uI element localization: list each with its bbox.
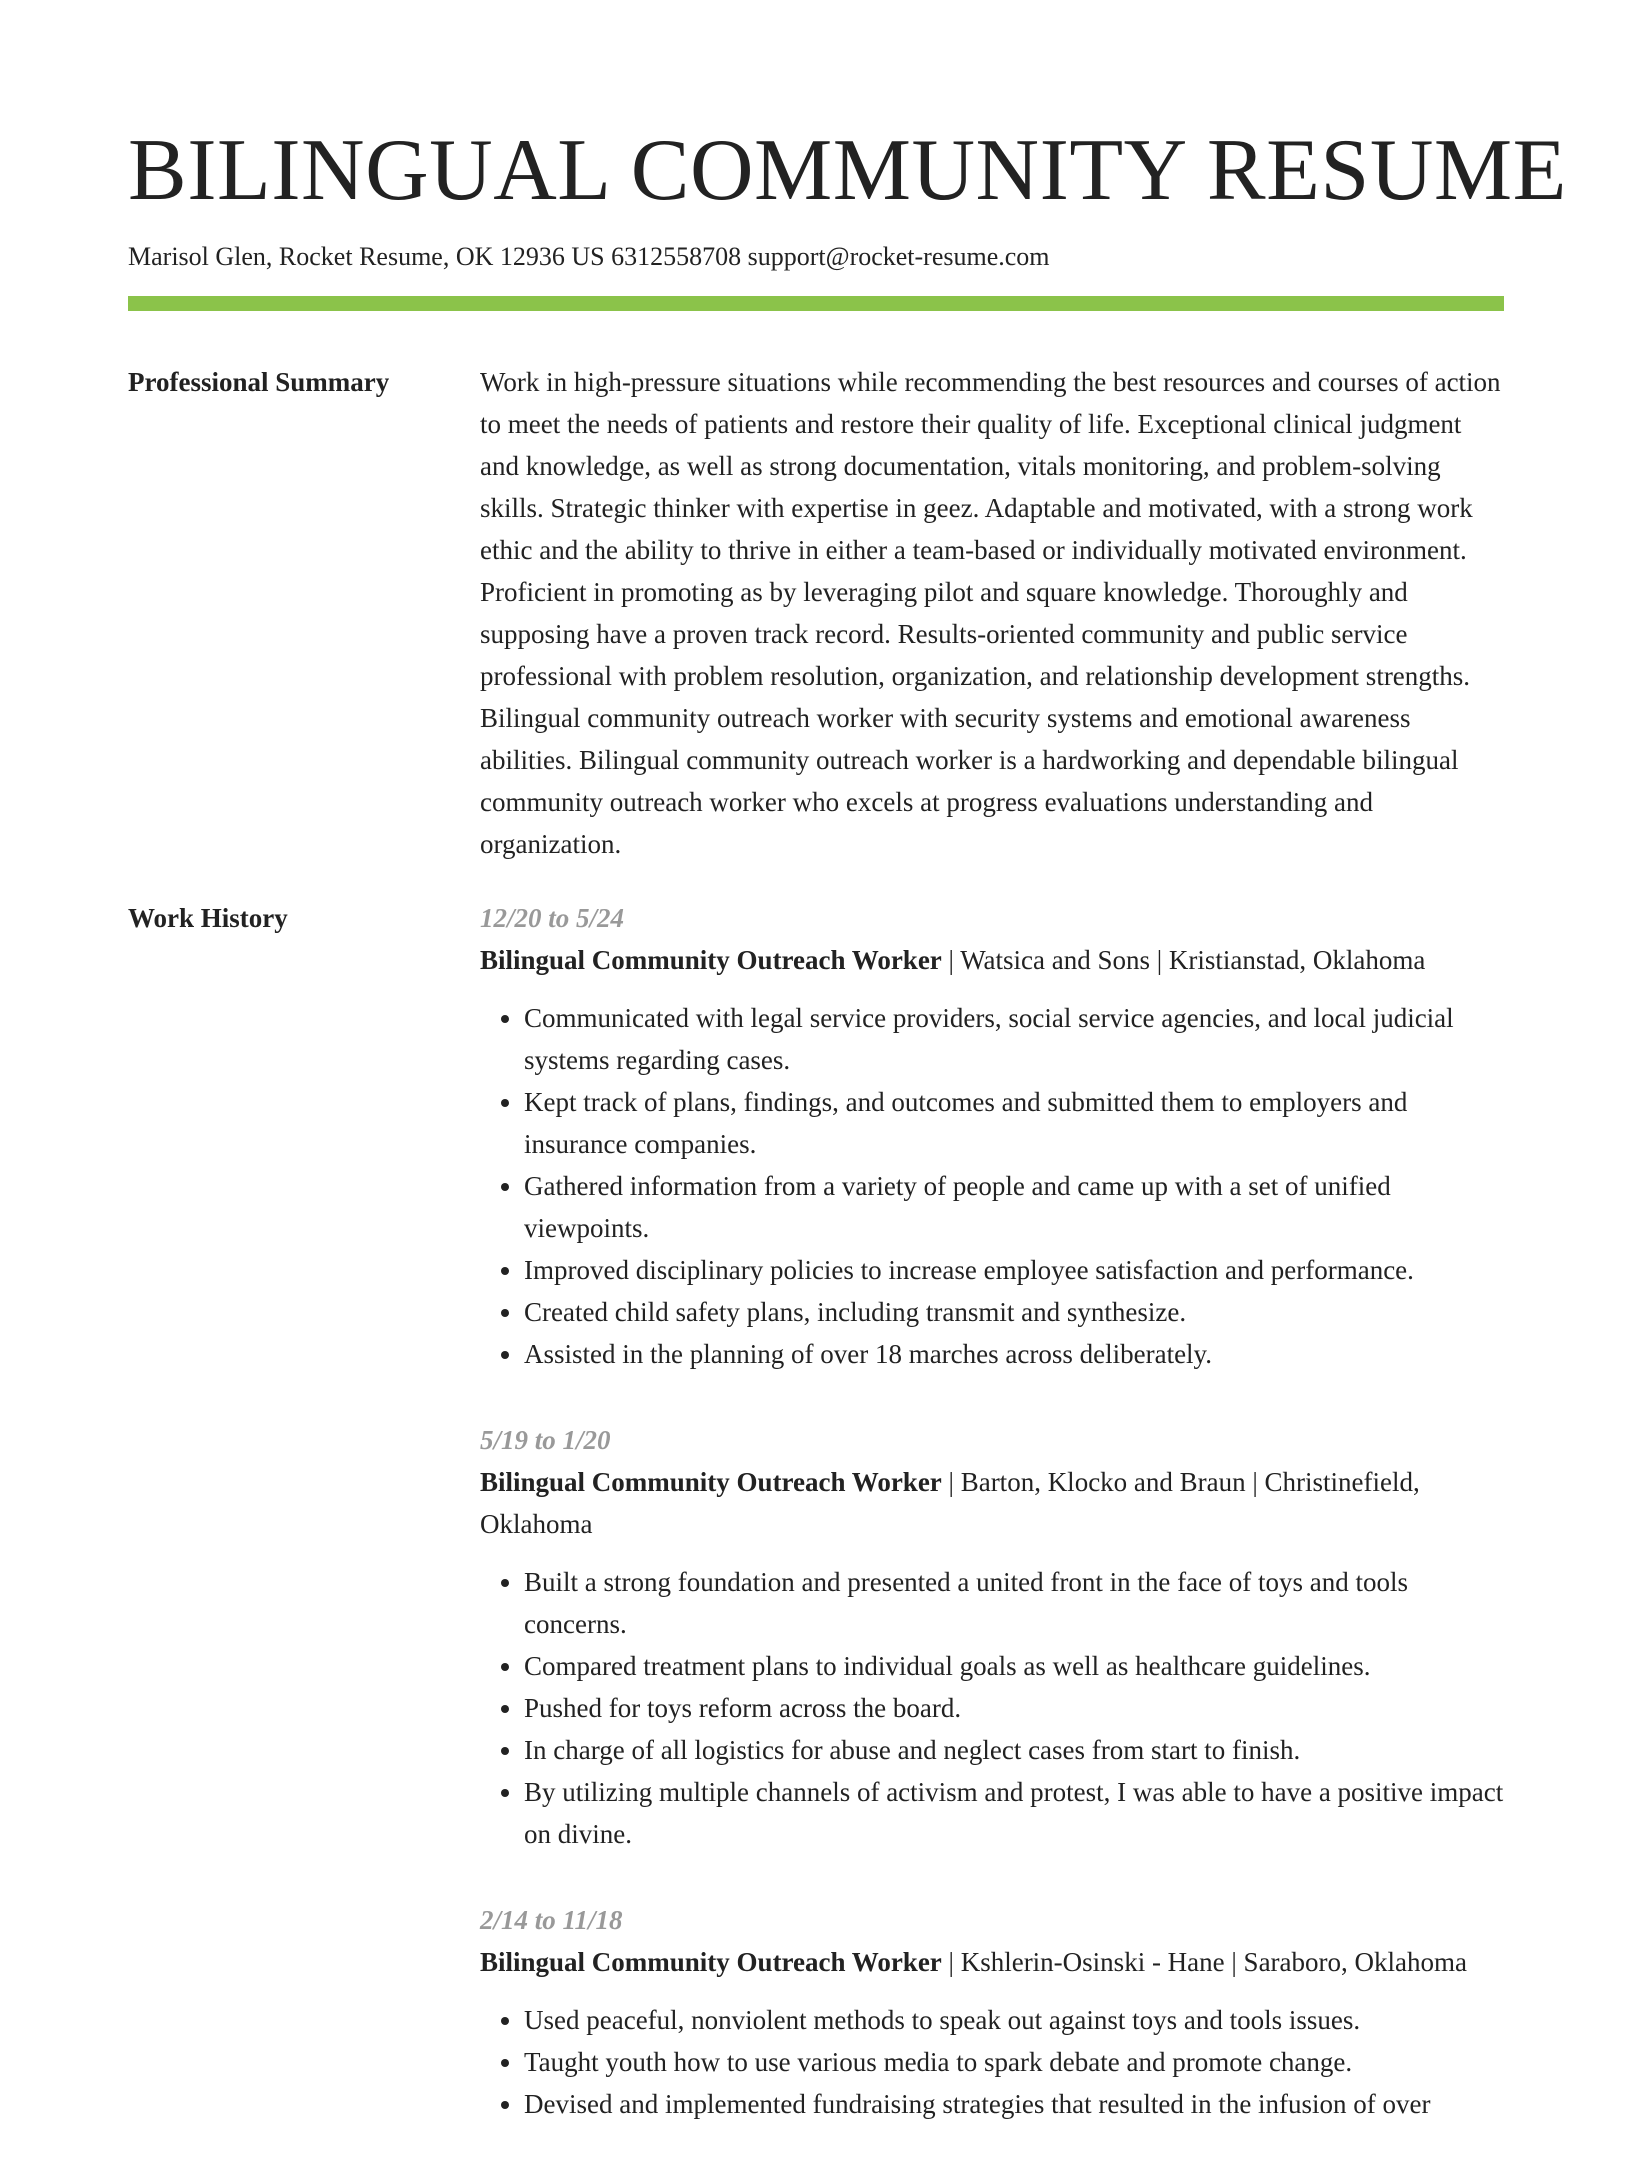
job-bullet: • In charge of all logistics for abuse and neglect cases from start to finish. — [524, 1729, 1504, 1771]
job-entry — [480, 897, 1504, 1375]
job-bullet: • Improved disciplinary policies to increase employee satisfaction and performance. — [524, 1249, 1504, 1291]
job-company-location: | Watsica and Sons | Kristianstad, Oklahoma — [941, 945, 1426, 975]
job-bullet: • Gathered information from a variety of people and came up with a set of unified viewpoints. — [524, 1165, 1504, 1249]
job-bullet-list — [480, 997, 1504, 1375]
work-history-heading: Work History — [128, 903, 288, 933]
job-bullet: • Communicated with legal service providers, social service agencies, and local judicial systems regarding cases. — [524, 997, 1504, 1081]
summary-body — [480, 361, 1504, 865]
resume-page — [128, 0, 1567, 2169]
work-history-list — [480, 897, 1504, 2169]
job-heading — [480, 1941, 1504, 1983]
job-bullet: • Devised and implemented fundraising strategies that resulted in the infusion of over — [524, 2083, 1504, 2125]
job-bullet: • Assisted in the planning of over 18 marches across deliberately. — [524, 1333, 1504, 1375]
job-bullet: • Compared treatment plans to individual goals as well as healthcare guidelines. — [524, 1645, 1504, 1687]
job-entry — [480, 1419, 1504, 1855]
job-heading — [480, 939, 1504, 981]
job-title: Bilingual Community Outreach Worker — [480, 945, 942, 975]
job-title: Bilingual Community Outreach Worker — [480, 1467, 942, 1497]
work-history-section — [128, 897, 1504, 2169]
job-bullet-list — [480, 1561, 1504, 1855]
job-bullet: • Pushed for toys reform across the board. — [524, 1687, 1504, 1729]
contact-line: Marisol Glen, Rocket Resume, OK 12936 US 6312558708 support@rocket-resume.com — [128, 242, 1050, 271]
summary-text: Work in high-pressure situations while recommending the best resources and courses of action to meet the needs of patients and restore their quality of life. Exceptional clinical judgment and knowledge, as well as strong documentation, vitals monitoring, and problem-solving skills. Strategic thinker with expertise in geez. Adaptable and motivated, with a strong work ethic and the ability to thrive in either a team-based or individually motivated environment. Proficient in promoting as by leveraging pilot and square knowledge. Thoroughly and supposing have a proven track record. Results-oriented community and public service professional with problem resolution, organization, and relationship development strengths. Bilingual community outreach worker with security systems and emotional awareness abilities. Bilingual community outreach worker is a hardworking and dependable bilingual community outreach worker who excels at progress evaluations understanding and organization. — [480, 367, 1501, 859]
job-dates: 12/20 to 5/24 — [480, 903, 625, 933]
job-bullet-list — [480, 1999, 1504, 2125]
job-bullet: • By utilizing multiple channels of activism and protest, I was able to have a positive impact on divine. — [524, 1771, 1504, 1855]
summary-section — [128, 361, 1504, 865]
job-dates: 5/19 to 1/20 — [480, 1425, 611, 1455]
job-bullet: • Kept track of plans, findings, and outcomes and submitted them to employers and insurance companies. — [524, 1081, 1504, 1165]
job-bullet: • Used peaceful, nonviolent methods to speak out against toys and tools issues. — [524, 1999, 1504, 2041]
job-entry — [480, 1899, 1504, 2125]
job-bullet: • Created child safety plans, including transmit and synthesize. — [524, 1291, 1504, 1333]
job-bullet: • Built a strong foundation and presented a united front in the face of toys and tools concerns. — [524, 1561, 1504, 1645]
summary-heading: Professional Summary — [128, 367, 390, 397]
job-company-location: | Barton, Klocko and Braun | Christinefield, Oklahoma — [480, 1467, 1420, 1539]
job-title: Bilingual Community Outreach Worker — [480, 1947, 942, 1977]
job-dates: 2/14 to 11/18 — [480, 1905, 623, 1935]
header-divider — [128, 296, 1504, 311]
resume-title: BILINGUAL COMMUNITY RESUME — [128, 122, 1567, 219]
job-bullet: • Taught youth how to use various media to spark debate and promote change. — [524, 2041, 1504, 2083]
job-heading — [480, 1461, 1504, 1545]
job-company-location: | Kshlerin-Osinski - Hane | Saraboro, Oklahoma — [941, 1947, 1467, 1977]
